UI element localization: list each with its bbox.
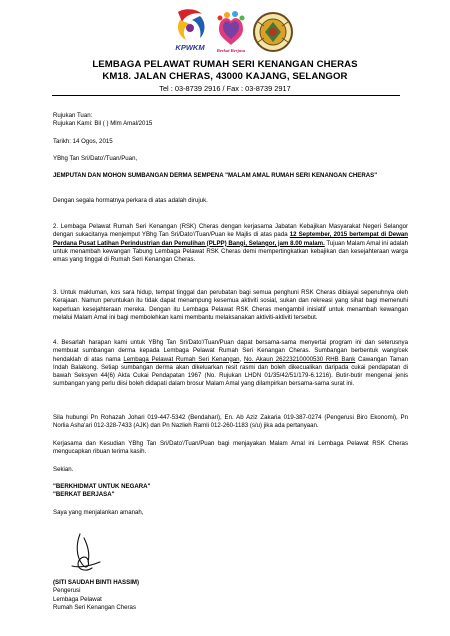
letterhead-logos	[0, 8, 450, 58]
paragraph-4-text-c: ,	[239, 355, 244, 363]
motto-1: "BERKHIDMAT UNTUK NEGARA"	[53, 483, 151, 490]
letter-date: Tarikh: 14 Ogos, 2015	[53, 138, 113, 145]
organization-seal-icon	[252, 10, 294, 54]
yours-faithfully: Saya yang menjalankan amanah,	[53, 509, 144, 516]
signer-title-1: Pengerusi	[53, 587, 81, 594]
contact-paragraph: Sila hubungi Pn Rohazah Johari 019-447-5342 (Bendahari), En. Ab Aziz Zakaria 019-387-0274 (Pengerusi Biro Ekonomi), Pn Norlia Asha'ari 012-328-7433 (AJK) dan Pn Nazlieh Ramli 012-260-1183 (s/u) jika ada pertanyaan.	[53, 414, 408, 430]
recipient-reference: Rujukan Tuan:	[53, 112, 93, 119]
telephone-fax: Tel : 03-8739 2916 / Fax : 03-8739 2917	[159, 84, 291, 93]
event-details: 12 September, 2015 bertempat di Dewan Perdana Pusat Latihan Perindustrian dan Pemulihan (PLPP) Bangi, Selangor, jam 8.00 malam.	[53, 231, 408, 247]
letter-subject: JEMPUTAN DAN MOHON SUMBANGAN DERMA SEMPENA "MALAM AMAL RUMAH SERI KENANGAN CHERAS"	[53, 172, 378, 179]
motto-2: "BERKAT BERJASA"	[53, 491, 115, 498]
salutation: YBhg Tan Sri/Dato'/Tuan/Puan,	[53, 155, 138, 162]
kpwkm-logo-icon	[170, 8, 210, 56]
signature-icon	[66, 530, 106, 576]
organization-address: KM18. JALAN CHERAS, 43000 KAJANG, SELANGOR	[102, 71, 348, 82]
bank-account: No. Akaun 26223210000530 RHB Bank	[243, 355, 356, 363]
payee-name: Lembaga Pelawat Rumah Seri Kenangan	[123, 355, 240, 363]
signer-title-3: Rumah Seri Kenangan Cheras	[53, 604, 136, 611]
paragraph-2-text-c: Tujuan Malam Amal ini adalah untuk menambah kewangan Tabung Lembaga Pelawat RSK Cheras demi mempertingkatkan kebajikan dan kesejahteraan warga emas yang tinggal di Rumah Seri Kenangan Cheras.	[53, 239, 408, 264]
paragraph-4	[53, 339, 408, 389]
berkat-berjasa-logo-text: Berkat Berjasa	[216, 48, 246, 53]
thanks-paragraph: Kerjasama dan Kesudian YBhg Tan Sri/Dato'/Tuan/Puan bagi menjayakan Malam Amal ini Lembaga Pelawat RSK Cheras mengucapkan ribuan terima kasih.	[53, 440, 408, 456]
paragraph-4-text-e: Cawangan Taman Indah Balakong. Setiap sumbangan derma akan dikeluarkan resit rasmi dan boleh dikecualikan daripada cukai pendapatan di bawah Seksyen 44(6) Akta Cukai Pendapatan 1967 (No. Rujukan LHDN 01/35/42/51/179-6.1216). Butir-butir mengenai jenis sumbangan yang perlu diisi boleh didapati dalam brosur Malam Amal yang dilampirkan bersama-sama surat ini.	[53, 355, 408, 388]
opening-line: Dengan segala hormatnya perkara di atas adalah dirujuk.	[53, 197, 208, 204]
closing: Sekian.	[53, 466, 74, 473]
paragraph-2-text-a: 2. Lembaga Pelawat Rumah Seri Kenangan (RSK) Cheras dengan kerjasama Jabatan Kebajikan Masyarakat Negeri Selangor dengan sukacitanya menjemput YBhg Tan Sri/Dato'/Tuan/Puan ke Majlis di atas pada	[53, 223, 408, 239]
header-divider	[52, 95, 400, 96]
paragraph-2	[53, 223, 408, 264]
organization-name: LEMBAGA PELAWAT RUMAH SERI KENANGAN CHERAS	[92, 59, 358, 70]
berkat-berjasa-logo-icon	[213, 9, 249, 55]
paragraph-4-text-a: 4. Besarlah harapan kami untuk YBhg Tan Sri/Dato'/Tuan/Puan dapat bersama-sama menyertai program ini dan seterusnya membuat sumbangan derma kepada Lembaga Pelawat Rumah Seri Kenangan Cheras. Sumbangan berbentuk wang/cek hendaklah di atas nama	[53, 339, 408, 363]
kpwkm-logo-text: KPWKM	[175, 43, 205, 52]
signer-name: (SITI SAUDAH BINTI HASSIM)	[53, 579, 139, 586]
paragraph-3: 3. Untuk makluman, kos sara hidup, tempat tinggal dan perubatan bagi semua penghuni RSK Cheras dibiayai sepenuhnya oleh Kerajaan. Namun peruntukan itu tidak dapat menampung kesemua aktiviti sosial, sukan dan rekreasi yang sihat bagi memenuhi keperluan kesejahteraan mereka. Dengan itu Lembaga Pelawat RSK Cheras mengambil inisiatif untuk menambah kewangan melalui Malam Amal ini bagi membolehkan kami membantu melaksanakan aktiviti-aktiviti tersebut.	[53, 289, 408, 321]
our-reference: Rujukan Kami: Bil ( ) Mlm Amal/2015	[53, 120, 153, 127]
signer-title-2: Lembaga Pelawat	[53, 596, 102, 603]
